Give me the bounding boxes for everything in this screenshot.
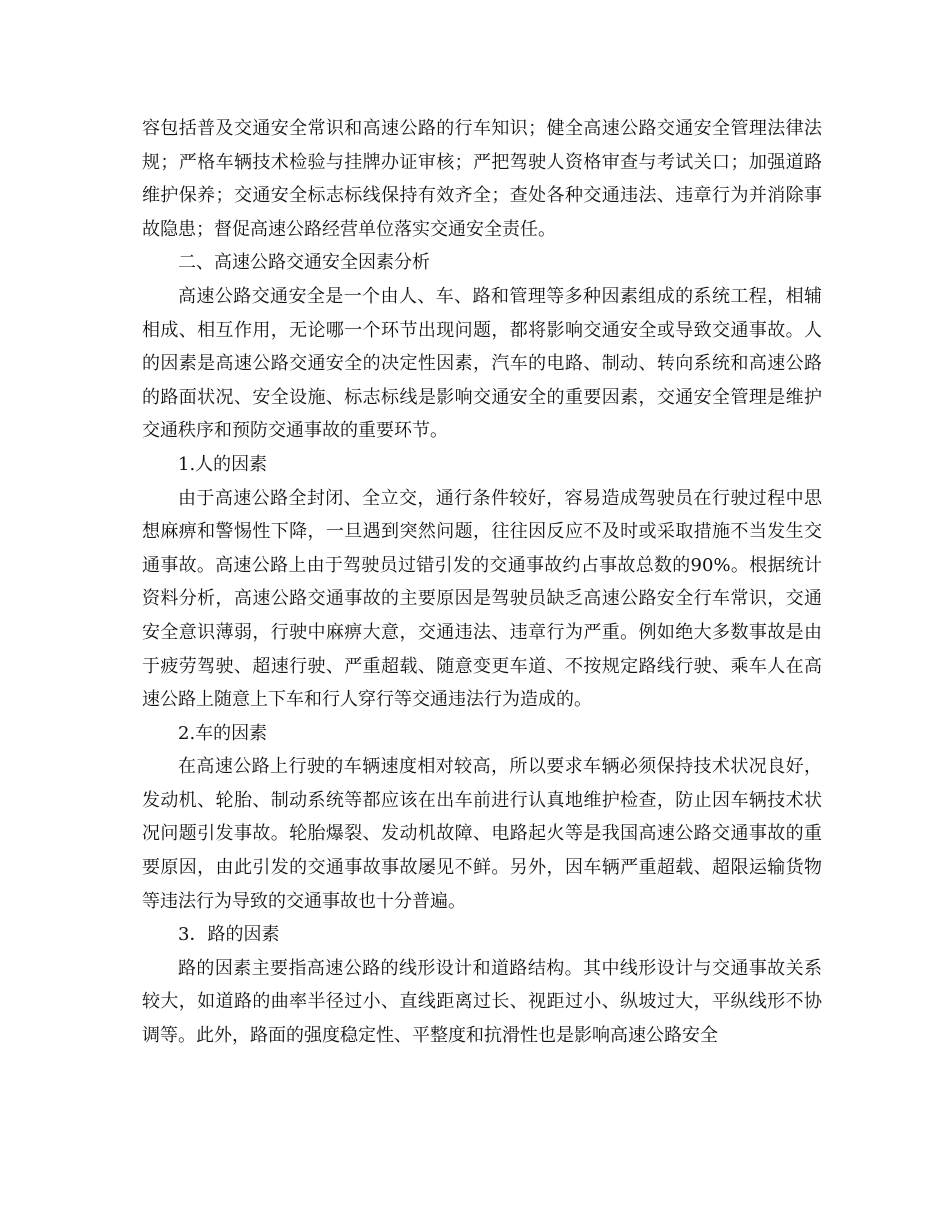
section-heading-safety-factors: 二、高速公路交通安全因素分析 (178, 252, 430, 274)
subheading-human-factors: 1.人的因素 (178, 453, 268, 475)
paragraph-road-factors: 路的因素主要指高速公路的线形设计和道路结构。其中线形设计与交通事故关系较大，如道路的曲率半径过小、直线距离过长、视距过小、纵坡过大，平纵线形不协调等。此外，路面的强度稳定性、平整度和抗滑性也是影响高速公路安全 (142, 957, 822, 1047)
subheading-vehicle-factors: 2.车的因素 (178, 722, 268, 744)
paragraph-human-factors: 由于高速公路全封闭、全立交，通行条件较好，容易造成驾驶员在行驶过程中思想麻痹和警惕性下降，一旦遇到突然问题，往往因反应不及时或采取措施不当发生交通事故。高速公路上由于驾驶员过错引发的交通事故约占事故总数的90%。根据统计资料分析，高速公路交通事故的主要原因是驾驶员缺乏高速公路安全行车常识，交通安全意识薄弱，行驶中麻痹大意，交通违法、违章行为严重。例如绝大多数事故是由于疲劳驾驶、超速行驶、严重超载、随意变更车道、不按规定路线行驶、乘车人在高速公路上随意上下车和行人穿行等交通违法行为造成的。 (142, 487, 822, 711)
subheading-road-factors: 3．路的因素 (178, 924, 280, 946)
document-body (142, 112, 822, 1053)
paragraph-vehicle-factors: 在高速公路上行驶的车辆速度相对较高，所以要求车辆必须保持技术状况良好，发动机、轮胎、制动系统等都应该在出车前进行认真地维护检查，防止因车辆技术状况问题引发事故。轮胎爆裂、发动机故障、电路起火等是我国高速公路交通事故的重要原因，由此引发的交通事故事故屡见不鲜。另外，因车辆严重超载、超限运输货物等违法行为导致的交通事故也十分普遍。 (142, 756, 822, 912)
paragraph-continued-measures: 容包括普及交通安全常识和高速公路的行车知识；健全高速公路交通安全管理法律法规；严格车辆技术检验与挂牌办证审核；严把驾驶人资格审查与考试关口；加强道路维护保养；交通安全标志标线保持有效齐全；查处各种交通违法、违章行为并消除事故隐患；督促高速公路经营单位落实交通安全责任。 (142, 118, 822, 240)
paragraph-system-engineering: 高速公路交通安全是一个由人、车、路和管理等多种因素组成的系统工程，相辅相成、相互作用，无论哪一个环节出现问题，都将影响交通安全或导致交通事故。人的因素是高速公路交通安全的决定性因素，汽车的电路、制动、转向系统和高速公路的路面状况、安全设施、标志标线是影响交通安全的重要因素，交通安全管理是维护交通秩序和预防交通事故的重要环节。 (142, 285, 822, 442)
